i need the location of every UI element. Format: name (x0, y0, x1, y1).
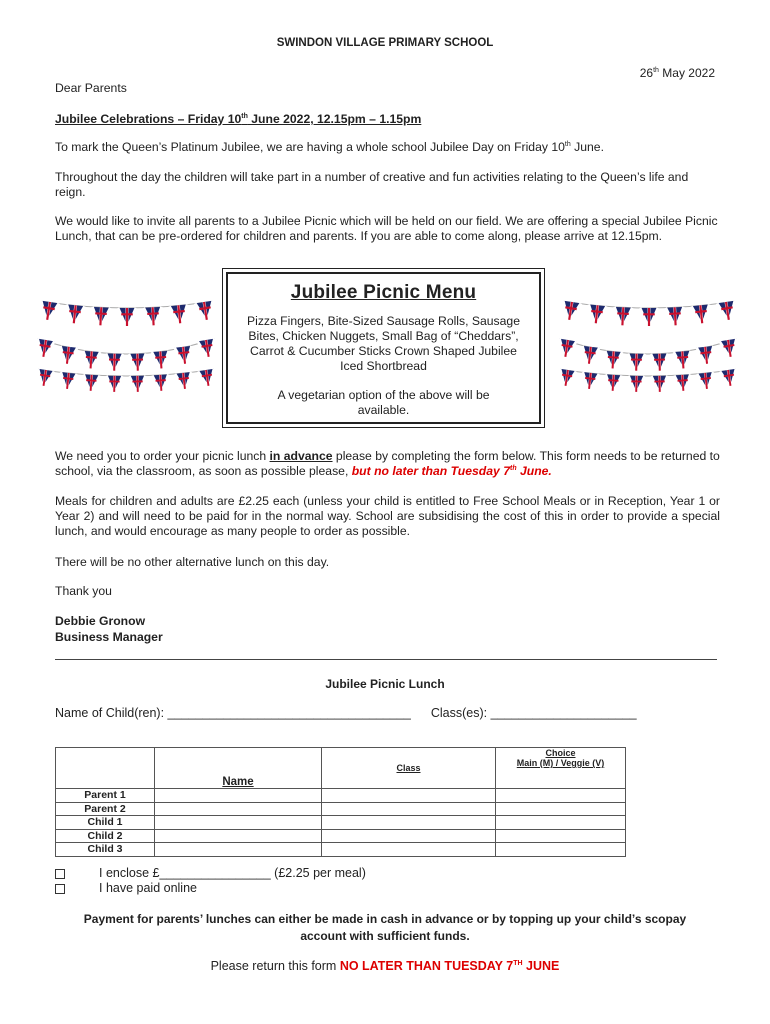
intro-paragraph: To mark the Queen’s Platinum Jubilee, we are having a whole school Jubilee Day on Friday 10th June. (55, 140, 604, 154)
choice-cell[interactable] (496, 816, 626, 830)
signatory-role: Business Manager (55, 630, 163, 644)
enclose-option[interactable]: I enclose £________________ (£2.25 per meal) (55, 866, 366, 880)
bunting-right-icon (558, 296, 738, 411)
col-class-header: Class (322, 748, 496, 789)
table-row (56, 802, 626, 816)
menu-vegetarian-note: A vegetarian option of the above will be available. (277, 388, 490, 417)
no-alternative-note: There will be no other alternative lunch on this day. (55, 555, 330, 569)
class-field[interactable]: Class(es): _____________________ (430, 706, 637, 720)
row-label: Parent 1 (56, 789, 155, 803)
choice-cell[interactable] (496, 843, 626, 857)
table-row (56, 816, 626, 830)
letter-date: 26th May 2022 (639, 66, 715, 80)
class-cell[interactable] (322, 816, 496, 830)
checkbox-icon[interactable] (55, 869, 65, 879)
school-name: SWINDON VILLAGE PRIMARY SCHOOL (276, 37, 494, 49)
signatory-name: Debbie Gronow (55, 614, 146, 628)
choice-cell[interactable] (496, 829, 626, 843)
table-row (56, 843, 626, 857)
salutation: Dear Parents (55, 81, 127, 95)
meals-paragraph: Meals for children and adults are £2.25 each (unless your child is entitled to Free School Meals or in Reception, Year 1 or Year 2) and will need to be paid for in the normal way. School are subsidising the cost of this in order to provide a special lunch, and would encourage as many people to order as possible. (55, 494, 720, 538)
row-label: Parent 2 (56, 802, 155, 816)
picnic-invite-paragraph: We would like to invite all parents to a Jubilee Picnic which will be held on our field. We are offering a special Jubilee Picnic Lunch, that can be pre-ordered for children and parents. If you are able to come along, please arrive at 12.15pm. (55, 214, 718, 243)
cut-line (55, 659, 717, 660)
event-heading: Jubilee Celebrations – Friday 10th June 2022, 12.15pm – 1.15pm (55, 112, 422, 126)
thanks: Thank you (55, 584, 112, 598)
menu-title: Jubilee Picnic Menu (290, 282, 477, 303)
class-cell[interactable] (322, 843, 496, 857)
class-cell[interactable] (322, 802, 496, 816)
row-label: Child 3 (56, 843, 155, 857)
child-name-field[interactable]: Name of Child(ren): ___________________________________ Class(es): _____________________ (55, 706, 637, 720)
choice-cell[interactable] (496, 802, 626, 816)
name-cell[interactable] (155, 802, 322, 816)
menu-items: Pizza Fingers, Bite-Sized Sausage Rolls, Sausage Bites, Chicken Nuggets, Small Bag of “Cheddars”, Carrot & Cucumber Sticks Crown Shaped Jubilee Iced Shortbread (246, 314, 520, 373)
col-choice-header: Choice Main (M) / Veggie (V) (496, 748, 626, 789)
table-row (56, 789, 626, 803)
menu-box (222, 268, 545, 428)
order-paragraph: We need you to order your picnic lunch in advance please by completing the form below. This form needs to be returned to school, via the classroom, as soon as possible please, but no later than Tuesday 7th June. (55, 449, 720, 478)
name-cell[interactable] (155, 789, 322, 803)
activities-paragraph: Throughout the day the children will take part in a number of creative and fun activities relating to the Queen’s life and reign. (55, 170, 689, 199)
checkbox-icon[interactable] (55, 884, 65, 894)
row-label: Child 2 (56, 829, 155, 843)
row-label: Child 1 (56, 816, 155, 830)
name-cell[interactable] (155, 816, 322, 830)
order-table (55, 747, 626, 857)
choice-cell[interactable] (496, 789, 626, 803)
class-cell[interactable] (322, 829, 496, 843)
table-row (56, 829, 626, 843)
payment-note: Payment for parents’ lunches can either be made in cash in advance or by topping up your child’s scopay account with sufficient funds. (83, 912, 687, 943)
form-title: Jubilee Picnic Lunch (325, 677, 445, 691)
name-cell[interactable] (155, 829, 322, 843)
name-cell[interactable] (155, 843, 322, 857)
class-cell[interactable] (322, 789, 496, 803)
col-name-header: Name (155, 748, 322, 789)
paid-online-option[interactable]: I have paid online (55, 881, 197, 895)
return-note: Please return this form NO LATER THAN TUESDAY 7TH JUNE (210, 959, 560, 973)
bunting-left-icon (36, 296, 216, 411)
